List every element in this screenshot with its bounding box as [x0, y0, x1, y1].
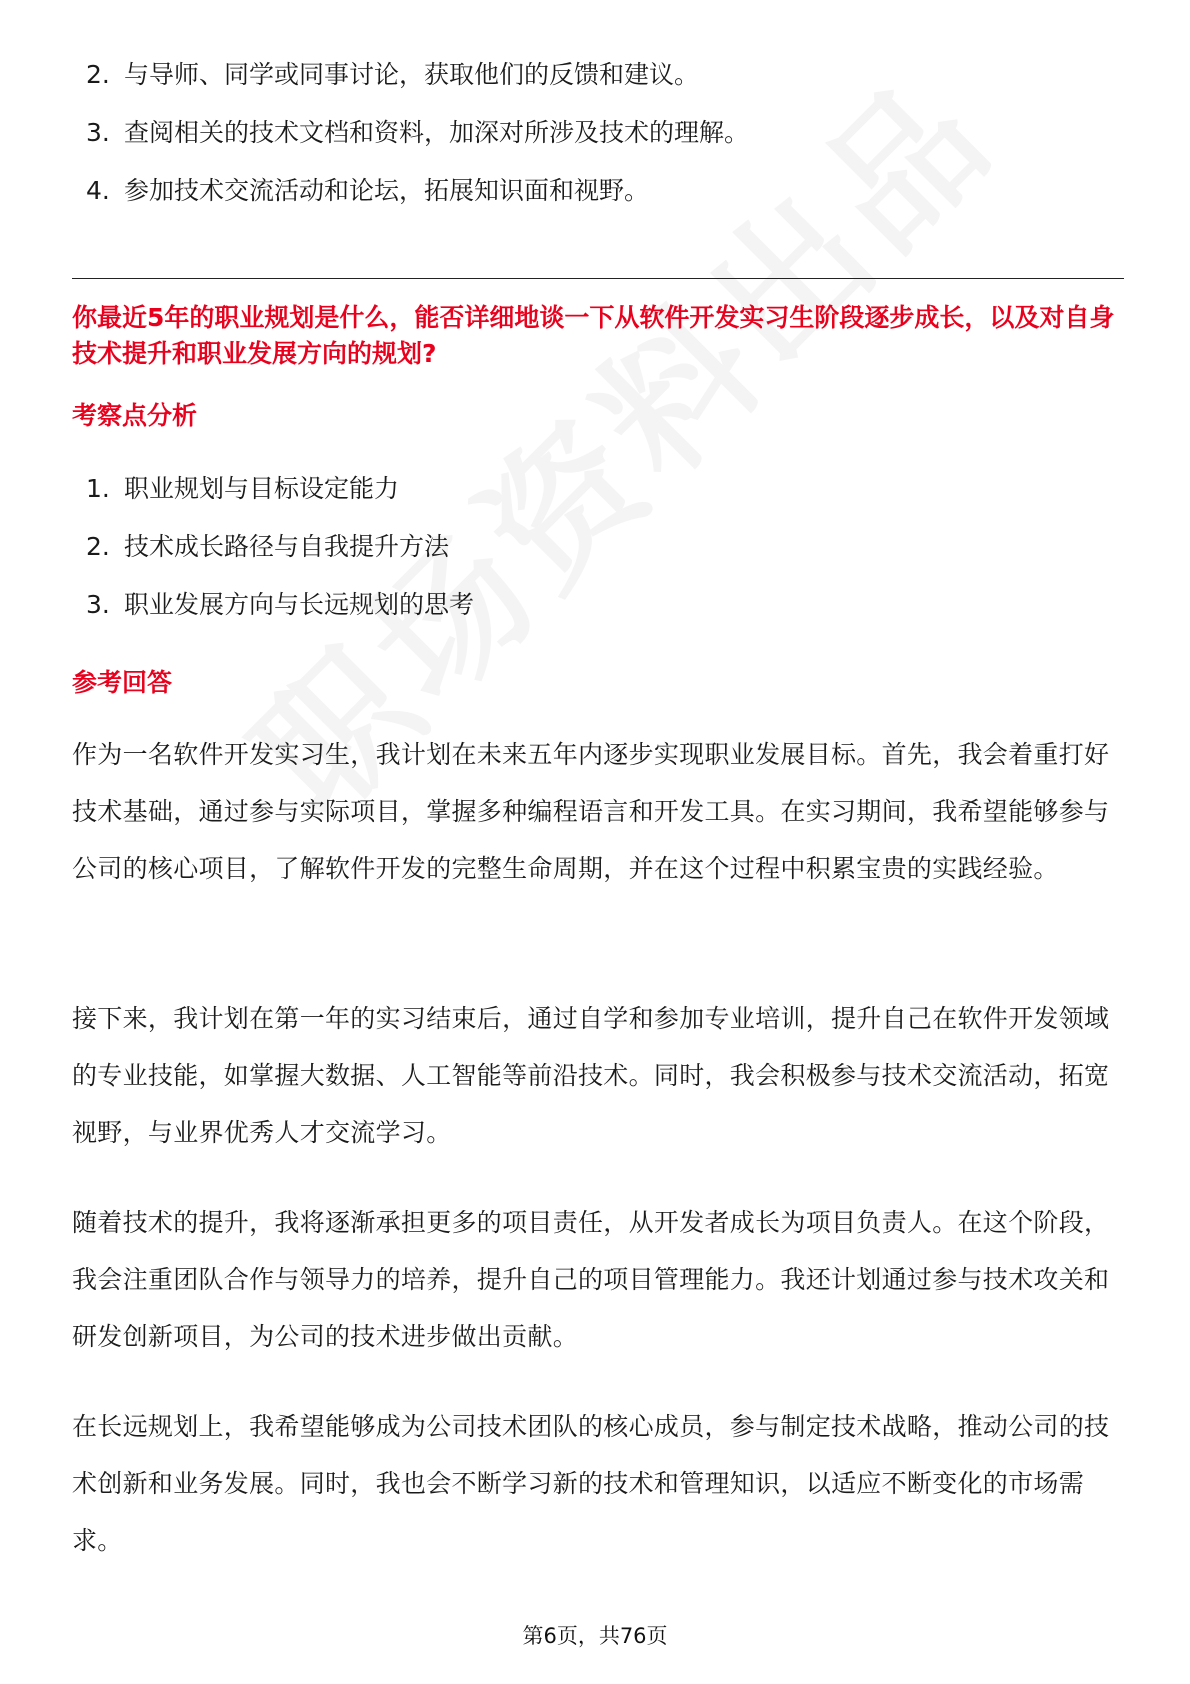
- analysis-list: [72, 460, 474, 634]
- list-item: [72, 518, 474, 576]
- list-number: 3.: [86, 590, 110, 619]
- answer-paragraph: 在长远规划上，我希望能够成为公司技术团队的核心成员，参与制定技术战略，推动公司的技术创新和业务发展。同时，我也会不断学习新的技术和管理知识，以适应不断变化的市场需求。: [72, 1412, 1110, 1555]
- intro-list: [72, 46, 749, 220]
- answer-heading: 参考回答: [72, 668, 173, 697]
- section-divider: [72, 278, 1124, 279]
- list-text: 职业发展方向与长远规划的思考: [124, 590, 475, 619]
- list-number: 3.: [86, 118, 110, 147]
- analysis-heading: 考察点分析: [72, 401, 198, 430]
- list-number: 1.: [86, 474, 110, 503]
- list-item: [72, 46, 749, 104]
- list-item: [72, 576, 474, 634]
- list-item: [72, 104, 749, 162]
- list-number: 2.: [86, 532, 110, 561]
- list-text: 与导师、同学或同事讨论，获取他们的反馈和建议。: [124, 60, 700, 89]
- page-number-footer: 第6页，共76页: [522, 1624, 668, 1648]
- interview-question: 你最近5年的职业规划是什么，能否详细地谈一下从软件开发实习生阶段逐步成长，以及对自身技术提升和职业发展方向的规划?: [72, 303, 1115, 368]
- list-number: 4.: [86, 176, 110, 205]
- answer-paragraph: 随着技术的提升，我将逐渐承担更多的项目责任，从开发者成长为项目负责人。在这个阶段，我会注重团队合作与领导力的培养，提升自己的项目管理能力。我还计划通过参与技术攻关和研发创新项目，为公司的技术进步做出贡献。: [72, 1208, 1110, 1351]
- list-item: [72, 460, 474, 518]
- list-text: 参加技术交流活动和论坛，拓展知识面和视野。: [124, 176, 650, 205]
- answer-paragraph: 接下来，我计划在第一年的实习结束后，通过自学和参加专业培训，提升自己在软件开发领域的专业技能，如掌握大数据、人工智能等前沿技术。同时，我会积极参与技术交流活动，拓宽视野，与业界优秀人才交流学习。: [72, 1004, 1110, 1147]
- list-text: 查阅相关的技术文档和资料，加深对所涉及技术的理解。: [124, 118, 750, 147]
- answer-paragraph: 作为一名软件开发实习生，我计划在未来五年内逐步实现职业发展目标。首先，我会着重打好技术基础，通过参与实际项目，掌握多种编程语言和开发工具。在实习期间，我希望能够参与公司的核心项目，了解软件开发的完整生命周期，并在这个过程中积累宝贵的实践经验。: [72, 740, 1110, 883]
- list-text: 职业规划与目标设定能力: [124, 474, 400, 503]
- list-item: [72, 162, 749, 220]
- list-text: 技术成长路径与自我提升方法: [124, 532, 450, 561]
- list-number: 2.: [86, 60, 110, 89]
